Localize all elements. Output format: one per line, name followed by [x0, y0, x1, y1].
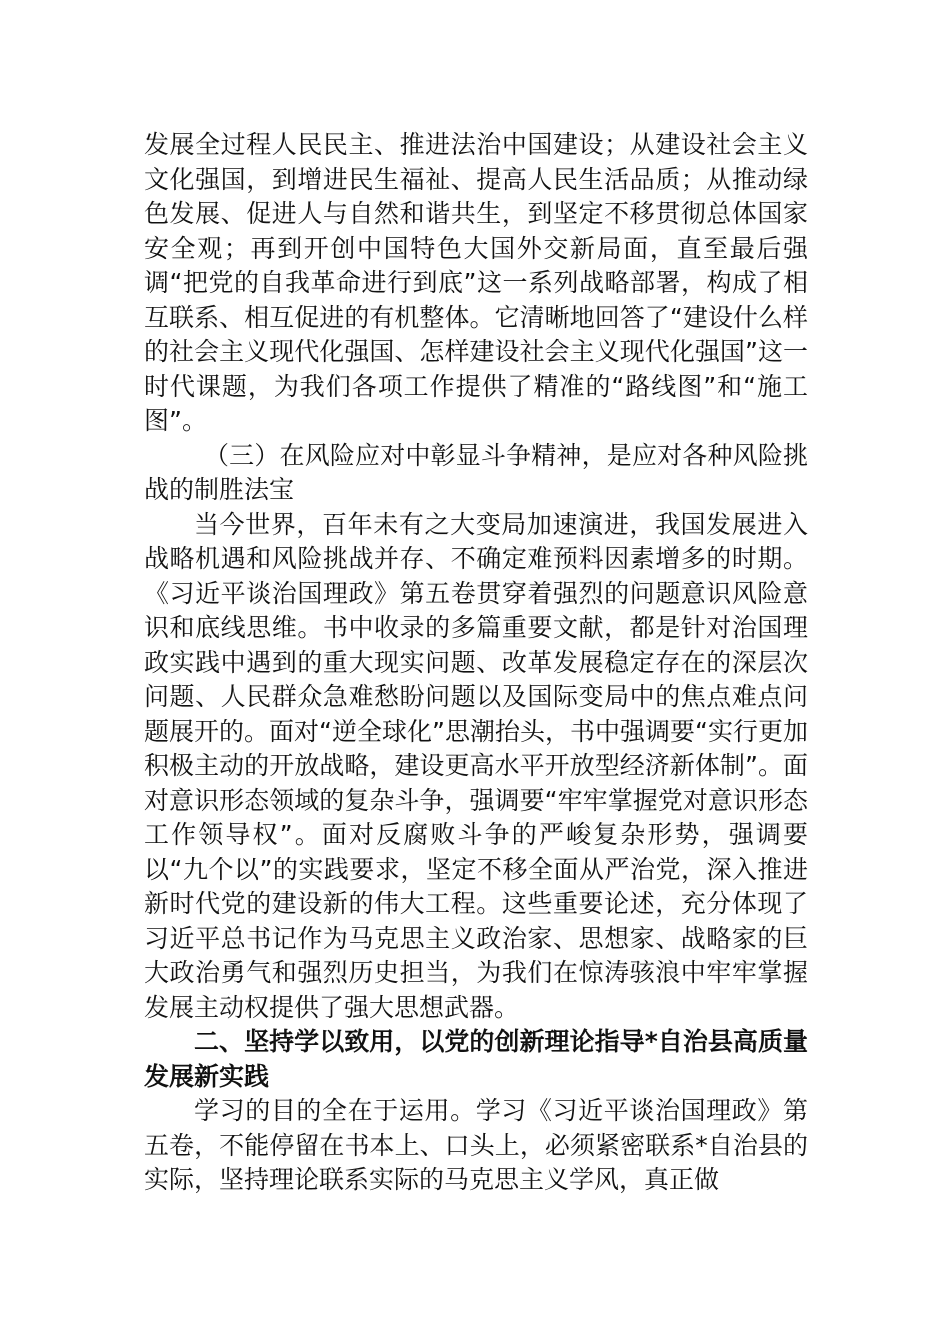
body-paragraph-continued: 发展全过程人民民主、推进法治中国建设；从建设社会主义文化强国，到增进民生福祉、提高人民生活品质；从推动绿色发展、促进人与自然和谐共生，到坚定不移贯彻总体国家安全观；再到开创中国特色大国外交新局面，直至最后强调“把党的自我革命进行到底”这一系列战略部署，构成了相互联系、相互促进的有机整体。它清晰地回答了“建设什么样的社会主义现代化强国、怎样建设社会主义现代化强国”这一时代课题，为我们各项工作提供了精准的“路线图”和“施工图”。: [144, 130, 808, 435]
document-body: [144, 128, 808, 1198]
subheading-three: （三）在风险应对中彰显斗争精神，是应对各种风险挑战的制胜法宝: [144, 440, 808, 504]
section-heading-two: 二、坚持学以致用，以党的创新理论指导*自治县高质量发展新实践: [144, 1027, 808, 1091]
body-paragraph-risk: 当今世界，百年未有之大变局加速演进，我国发展进入战略机遇和风险挑战并存、不确定难预料因素增多的时期。《习近平谈治国理政》第五卷贯穿着强烈的问题意识风险意识和底线思维。书中收录的多篇重要文献，都是针对治国理政实践中遇到的重大现实问题、改革发展稳定存在的深层次问题、人民群众急难愁盼问题以及国际变局中的焦点难点问题展开的。面对“逆全球化”思潮抬头，书中强调要“实行更加积极主动的开放战略，建设更高水平开放型经济新体制”。面对意识形态领域的复杂斗争，强调要“牢牢掌握党对意识形态工作领导权”。面对反腐败斗争的严峻复杂形势，强调要以“九个以”的实践要求，坚定不移全面从严治党，深入推进新时代党的建设新的伟大工程。这些重要论述，充分体现了习近平总书记作为马克思主义政治家、思想家、战略家的巨大政治勇气和强烈历史担当，为我们在惊涛骇浪中牢牢掌握发展主动权提供了强大思想武器。: [144, 509, 808, 1022]
body-paragraph-practice: 学习的目的全在于运用。学习《习近平谈治国理政》第五卷，不能停留在书本上、口头上，必须紧密联系*自治县的实际，坚持理论联系实际的马克思主义学风，真正做: [144, 1096, 808, 1194]
